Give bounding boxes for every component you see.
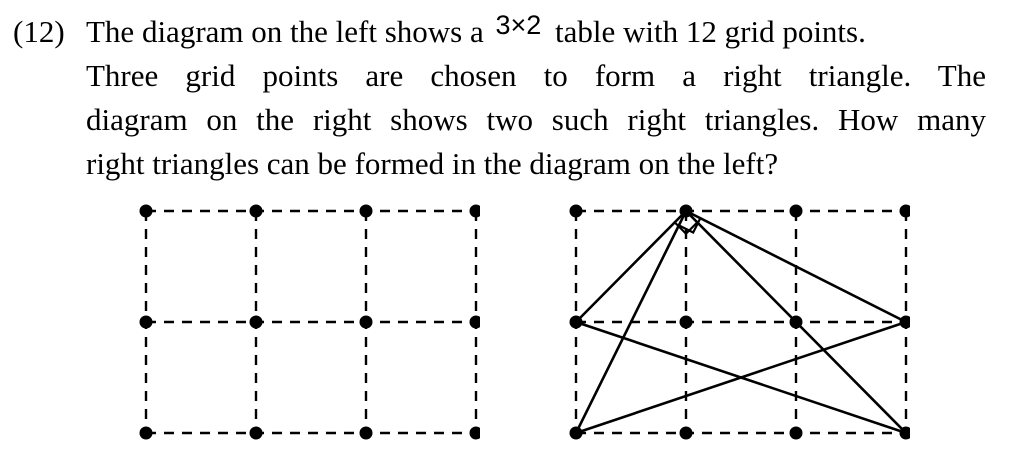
left-grid-point bbox=[470, 205, 481, 218]
right-grid-point bbox=[680, 205, 693, 218]
left-grid-point bbox=[250, 427, 263, 440]
problem-line-3: diagram on the right shows two such right triangles. How many bbox=[86, 102, 986, 137]
right-grid-point bbox=[570, 316, 583, 329]
left-grid-point bbox=[250, 205, 263, 218]
grid-diagram-right-svg bbox=[550, 196, 910, 456]
right-grid-point bbox=[900, 316, 911, 329]
left-grid-point bbox=[360, 316, 373, 329]
right-grid-point bbox=[570, 205, 583, 218]
problem-line-1-start: The diagram on the left shows a bbox=[86, 14, 484, 49]
problem-statement bbox=[0, 0, 1009, 200]
left-grid-point bbox=[470, 427, 481, 440]
problem-line-1-end: table with 12 grid points. bbox=[555, 14, 866, 49]
left-grid-point bbox=[140, 427, 153, 440]
right-grid-point bbox=[790, 205, 803, 218]
right-grid-point bbox=[570, 427, 583, 440]
problem-line-4: right triangles can be formed in the diagram on the left? bbox=[86, 146, 779, 181]
left-grid-point bbox=[140, 205, 153, 218]
problem-line-2: Three grid points are chosen to form a right triangle. The bbox=[86, 58, 986, 93]
right-grid-point bbox=[680, 427, 693, 440]
right-grid-point bbox=[790, 316, 803, 329]
problem-number: (12) bbox=[13, 14, 65, 49]
grid-diagram-right bbox=[550, 196, 910, 456]
grid-diagram-left bbox=[120, 196, 480, 456]
table-dimension: 3×2 bbox=[495, 10, 542, 40]
left-grid-point bbox=[360, 427, 373, 440]
right-grid-point bbox=[790, 427, 803, 440]
left-grid-point bbox=[470, 316, 481, 329]
problem-line-1 bbox=[86, 10, 866, 55]
left-grid-point bbox=[140, 316, 153, 329]
right-grid-point bbox=[900, 205, 911, 218]
right-grid-point bbox=[680, 316, 693, 329]
left-grid-point bbox=[250, 316, 263, 329]
left-grid-point bbox=[360, 205, 373, 218]
grid-diagram-left-svg bbox=[120, 196, 480, 456]
